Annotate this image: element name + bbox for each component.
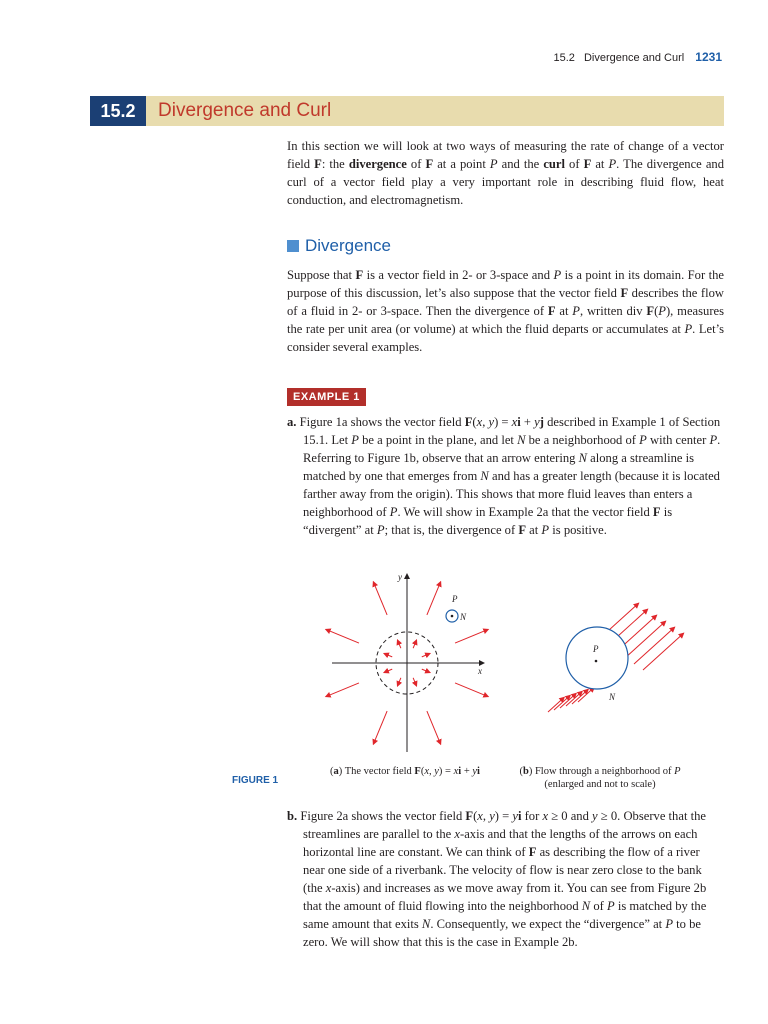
figure-label: FIGURE 1 (232, 775, 279, 786)
inner-vector-arrow (413, 678, 416, 686)
intro-paragraph: In this section we will look at two ways of measuring the rate of change of a vector field F: the divergence of F at a point P and the curl of F at P. The divergence and curl of a vector field play a very important role in describing fluid flow, heat conduction, and electromagnetism. (287, 139, 724, 207)
inner-vector-arrow (397, 678, 400, 686)
outer-vector-arrow (455, 683, 488, 697)
incoming-flow-arrow (548, 697, 564, 712)
incoming-flow-arrow (566, 691, 582, 706)
point-p-small (451, 615, 454, 618)
inner-vector-arrow (413, 640, 416, 648)
outgoing-flow-arrow (625, 621, 666, 658)
figure-1b-neighborhood-flow (548, 603, 684, 712)
section-number: 15.2 (90, 96, 146, 126)
inner-vector-arrow (422, 669, 430, 672)
item-a-label: a. (287, 415, 297, 429)
inner-vector-arrow (384, 669, 392, 672)
outer-vector-arrow (373, 582, 387, 615)
example-label: EXAMPLE 1 (287, 388, 366, 406)
outer-vector-arrow (427, 711, 441, 744)
incoming-flow-arrow (572, 689, 588, 704)
item-b-text: Figure 2a shows the vector field F(x, y) = yi for x ≥ 0 and y ≥ 0. Observe that the streamlines are parallel to the x-axis and that the lengths of the arrows on each horizontal line are constant. We can think of F as describing the flow of a river near one side of a riverbank. The velocity of flow is near zero close to the bank (the x-axis) and increases as we move away from it. You can see from Figure 2b that the amount of fluid flowing into the neighborhood N of P is matched by the same amount that exits N. Consequently, we expect the “divergence” at P to be zero. We will show that this is the case in Example 2b. (300, 809, 707, 949)
running-head-section: 15.2 (553, 52, 575, 64)
incoming-flow-arrow (560, 693, 576, 708)
section-title: Divergence and Curl (158, 100, 332, 121)
point-p (595, 660, 598, 663)
x-axis-label: x (478, 666, 482, 676)
label-p: P (593, 644, 599, 654)
outgoing-flow-arrow (634, 627, 675, 664)
outer-vector-arrow (455, 629, 488, 643)
incoming-flow-arrow (554, 695, 570, 710)
inner-vector-arrow (397, 640, 400, 648)
y-axis-label: y (398, 572, 402, 582)
label-n: N (609, 692, 616, 702)
outer-vector-arrow (373, 711, 387, 744)
subsection-title: Divergence (305, 236, 391, 255)
neighborhood-n (566, 627, 628, 689)
item-b-label: b. (287, 809, 298, 823)
label-n-small: N (460, 612, 467, 622)
figure-1a-vector-field (326, 572, 489, 752)
outer-vector-arrow (326, 629, 359, 643)
incoming-flow-arrow (578, 687, 594, 702)
figure-1b-caption: (b) Flow through a neighborhood of P (enlarged and not to scale) (519, 766, 681, 790)
page-number: 1231 (695, 50, 722, 64)
figure-1a-caption: (a) The vector field F(x, y) = xi + yi (330, 766, 480, 777)
example-item-b (287, 807, 724, 951)
label-p-small: P (452, 594, 458, 604)
divergence-paragraph: Suppose that F is a vector field in 2- or 3-space and P is a point in its domain. For the purpose of this discussion, let’s also suppose that the vector field F describes the flow of a fluid in 2- or 3-space. Then the divergence of F at P, written div F(P), measures the rate per unit area (or volume) at which the fluid departs or accumulates at P. Let’s consider several examples. (287, 268, 725, 354)
outgoing-flow-arrow (643, 633, 684, 670)
inner-vector-arrow (384, 653, 392, 656)
item-a-text: Figure 1a shows the vector field F(x, y) = xi + yj described in Example 1 of Section 15.1. Let P be a point in the plane, and let N be a neighborhood of P with center P. Referring to Figure 1b, observe that an arrow entering N along a streamline is matched by one that emerges from N and has a greater length (because it is located farther away from the origin). This shows that more fluid leaves than enters a neighborhood of P. We will show in Example 2a that the vector field F is “divergent” at P; that is, the divergence of F at P is positive. (299, 415, 721, 537)
outer-vector-arrow (326, 683, 359, 697)
inner-vector-arrow (422, 653, 430, 656)
outer-vector-arrow (427, 582, 441, 615)
running-head-title: Divergence and Curl (583, 52, 685, 64)
